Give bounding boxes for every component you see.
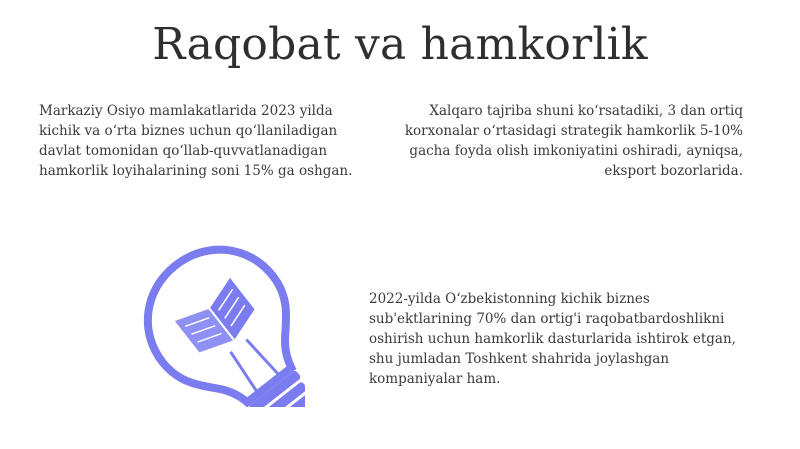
slide-title: Raqobat va hamkorlik [152, 19, 648, 70]
paragraph-left: Markaziy Osiyo mamlakatlarida 2023 yilda kichik va o‘rta biznes uchun qo‘llaniladigan davlat tomonidan qo‘llab-quvvatlanadigan hamkorlik loyihalarining soni 15% ga oshgan. [39, 103, 353, 179]
paragraph-right: Xalqaro tajriba shuni ko‘rsatadiki, 3 dan ortiq korxonalar o‘rtasidagi strategik hamkorlik 5-10% gacha foyda olish imkoniyatini oshiradi, ayniqsa, eksport bozorlarida. [404, 103, 743, 179]
lightbulb-with-book-icon [100, 242, 305, 407]
paragraph-bottom: 2022-yilda O‘zbekistonning kichik biznes sub'ektlarining 70% dan ortig'i raqobatbardoshlikni oshirish uchun hamkorlik dasturlarida ishtirok etgan, shu jumladan Toshkent shahrida joylashgan kompaniyalar ham. [369, 291, 736, 387]
